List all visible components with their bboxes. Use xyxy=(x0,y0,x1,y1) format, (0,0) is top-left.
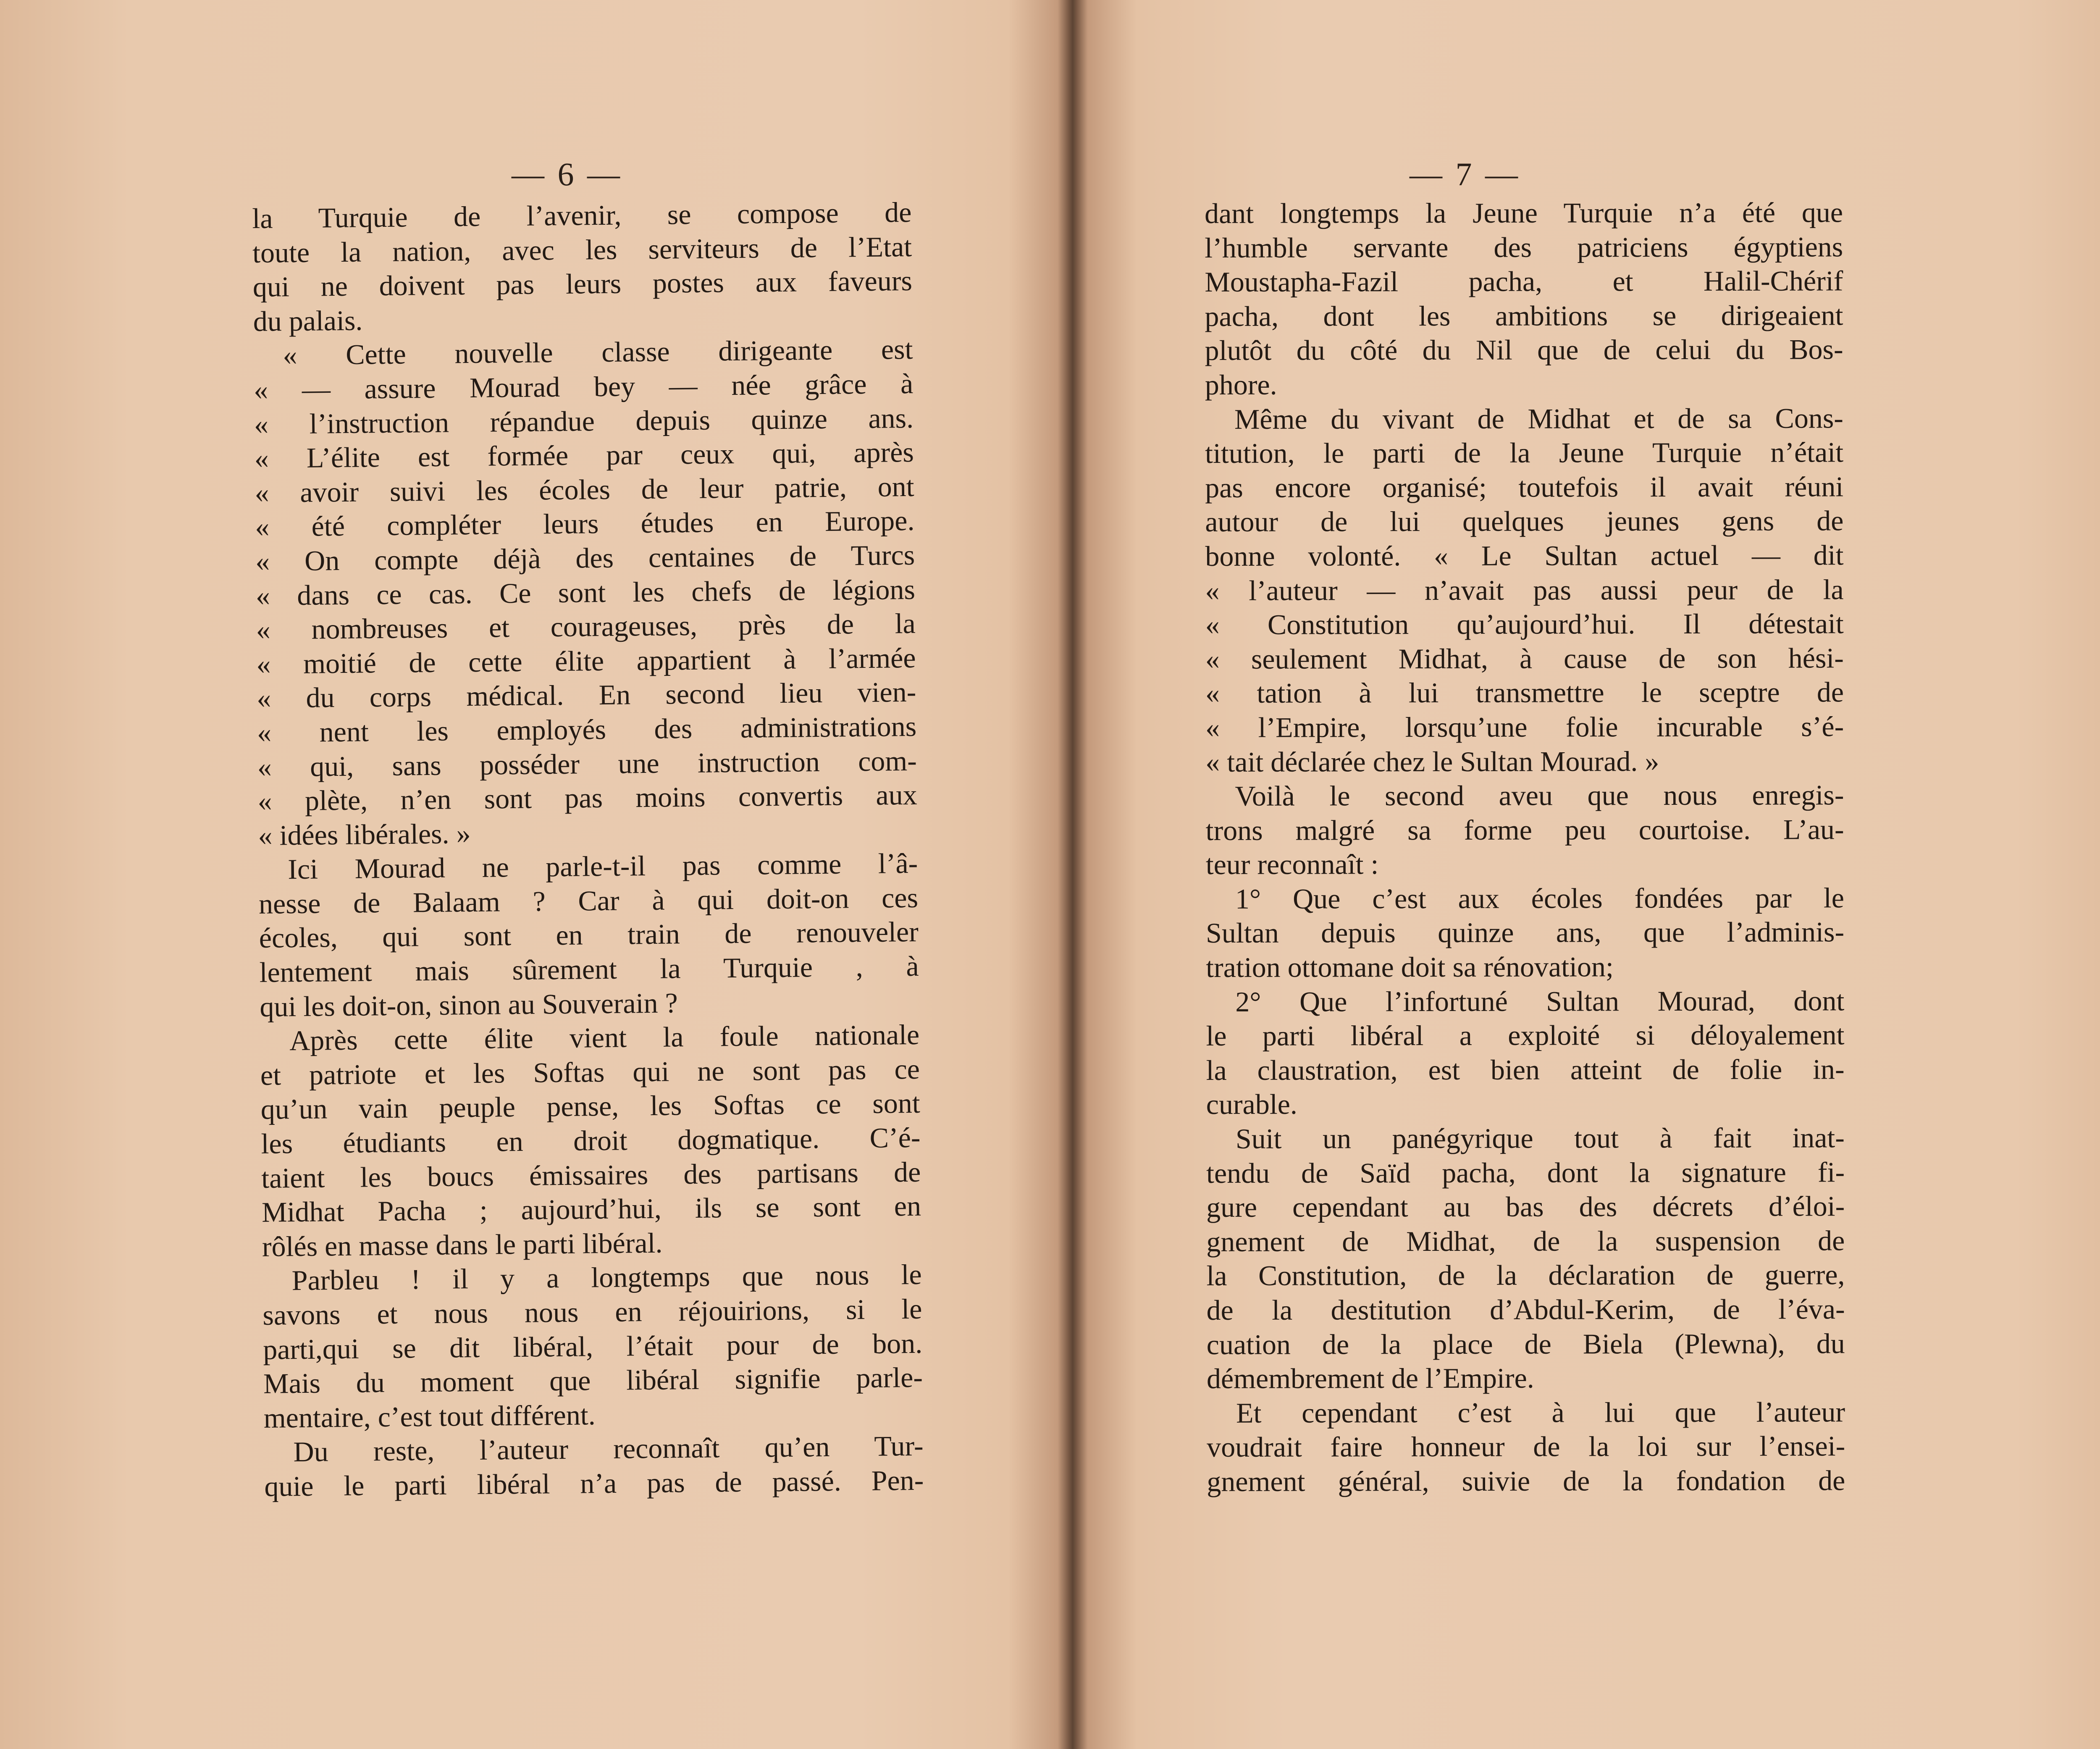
text-line: 1° Que c’est aux écoles fondées par le xyxy=(1235,882,1844,915)
text-line: Parbleu ! il y a longtemps que nous le xyxy=(291,1258,922,1297)
text-line: écoles, qui sont en train de renouveler xyxy=(259,916,919,954)
text-line: gnement de Midhat, de la suspension de xyxy=(1206,1224,1845,1258)
text-line: Après cette élite vient la foule nationale xyxy=(289,1019,920,1057)
text-line: la claustration, est bien atteint de folie in- xyxy=(1206,1053,1845,1086)
page-text xyxy=(1205,195,1845,1499)
text-line: les étudiants en droit dogmatique. C’é- xyxy=(261,1121,921,1160)
text-line: du palais. xyxy=(253,304,363,337)
text-line: « du corps médical. En second lieu vien- xyxy=(256,676,916,714)
text-line: « plète, n’en sont pas moins convertis aux xyxy=(257,778,917,817)
text-line: qui ne doivent pas leurs postes aux faveurs xyxy=(252,265,913,303)
page-number: — 6 — xyxy=(512,156,622,192)
text-line: Midhat Pacha ; aujourd’hui, ils se sont en xyxy=(261,1190,921,1229)
text-line: qu’un vain peuple pense, les Softas ce sont xyxy=(260,1087,921,1126)
text-line: la Constitution, de la déclaration de guerre, xyxy=(1206,1258,1845,1292)
text-line: Même du vivant de Midhat et de sa Cons- xyxy=(1234,402,1843,435)
text-line: quie le parti libéral n’a pas de passé. Pen- xyxy=(264,1464,924,1502)
text-line: « l’instruction répandue depuis quinze ans. xyxy=(254,402,914,440)
text-line: « — assure Mourad bey — née grâce à xyxy=(253,367,914,406)
text-line: titution, le parti de la Jeune Turquie n’était xyxy=(1205,436,1844,470)
text-line: l’humble servante des patriciens égyptiens xyxy=(1205,230,1843,264)
text-line: taient les boucs émissaires des partisans de xyxy=(261,1155,921,1194)
text-line: « idées libérales. » xyxy=(258,817,471,851)
text-line: Suit un panégyrique tout à fait inat- xyxy=(1235,1121,1845,1155)
text-line: tration ottomane doit sa rénovation; xyxy=(1206,951,1614,984)
text-line: Voilà le second aveu que nous enregis- xyxy=(1235,779,1844,812)
text-line: Sultan depuis quinze ans, que l’adminis- xyxy=(1205,916,1845,949)
text-line: plutôt du côté du Nil que de celui du Bos- xyxy=(1205,333,1843,367)
text-line: rôlés en masse dans le parti libéral. xyxy=(262,1226,663,1263)
text-line: Et cependant c’est à lui que l’auteur xyxy=(1236,1396,1845,1429)
text-line: « tation à lui transmettre le sceptre de xyxy=(1205,676,1844,709)
page-number: — 7 — xyxy=(1410,156,1520,192)
page-text xyxy=(252,195,924,1504)
text-line: curable. xyxy=(1206,1088,1297,1121)
text-line: « L’élite est formée par ceux qui, après xyxy=(254,436,914,475)
text-line: lentement mais sûrement la Turquie , à xyxy=(259,950,919,988)
text-line: « nent les employés des administrations xyxy=(257,710,917,748)
text-line: « Cette nouvelle classe dirigeante est xyxy=(283,333,913,371)
text-line: « tait déclarée chez le Sultan Mourad. » xyxy=(1205,745,1659,778)
text-line: bonne volonté. « Le Sultan actuel — dit xyxy=(1205,539,1844,572)
text-line: Du reste, l’auteur reconnaît qu’en Tur- xyxy=(293,1430,924,1468)
text-line: teur reconnaît : xyxy=(1205,848,1379,881)
text-line: Ici Mourad ne parle-t-il pas comme l’â- xyxy=(287,847,918,885)
text-line: « moitié de cette élite appartient à l’armée xyxy=(256,641,916,680)
text-line: Mais du moment que libéral signifie parle- xyxy=(263,1361,923,1400)
text-line: qui les doit-on, sinon au Souverain ? xyxy=(260,987,678,1023)
text-line: parti,qui se dit libéral, l’était pour de bon. xyxy=(262,1327,923,1366)
text-line: « On compte déjà des centaines de Turcs xyxy=(255,538,915,577)
text-line: le parti libéral a exploité si déloyalement xyxy=(1206,1019,1845,1052)
text-line: tendu de Saïd pacha, dont la signature fi- xyxy=(1206,1155,1845,1189)
text-line: et patriote et les Softas qui ne sont pas ce xyxy=(260,1053,920,1091)
text-line: gure cependant au bas des décrets d’éloi- xyxy=(1206,1190,1845,1224)
text-line: de la destitution d’Abdul-Kerim, de l’éva- xyxy=(1206,1293,1845,1326)
text-line: trons malgré sa forme peu courtoise. L’au- xyxy=(1205,813,1844,846)
text-line: gnement général, suivie de la fondation de xyxy=(1207,1464,1845,1497)
text-line: « avoir suivi les écoles de leur patrie, ont xyxy=(255,470,914,509)
text-line: phore. xyxy=(1205,368,1277,401)
text-line: la Turquie de l’avenir, se compose de xyxy=(252,196,912,234)
text-line: « l’auteur — n’avait pas aussi peur de la xyxy=(1205,573,1844,607)
text-line: cuation de la place de Biela (Plewna), du xyxy=(1206,1327,1845,1360)
text-line: « dans ce cas. Ce sont les chefs de légions xyxy=(255,573,916,612)
text-line: « été compléter leurs études en Europe. xyxy=(255,504,915,543)
text-line: voudrait faire honneur de la loi sur l’ensei- xyxy=(1207,1430,1845,1463)
text-line: « l’Empire, lorsqu’une folie incurable s’é- xyxy=(1205,710,1844,743)
text-line: démembrement de l’Empire. xyxy=(1206,1362,1534,1395)
text-line: autour de lui quelques jeunes gens de xyxy=(1205,504,1844,538)
text-line: mentaire, c’est tout différent. xyxy=(263,1399,596,1434)
text-line: « Constitution qu’aujourd’hui. Il détestait xyxy=(1205,607,1844,641)
text-line: Moustapha-Fazil pacha, et Halil-Chérif xyxy=(1205,265,1843,298)
text-line: pacha, dont les ambitions se dirigeaient xyxy=(1205,299,1843,332)
text-line: toute la nation, avec les serviteurs de l’Etat xyxy=(252,230,912,269)
text-line: 2° Que l’infortuné Sultan Mourad, dont xyxy=(1235,985,1845,1018)
text-line: pas encore organisé; toutefois il avait réuni xyxy=(1205,470,1844,504)
right-page xyxy=(1087,0,2100,1749)
text-line: « qui, sans posséder une instruction com- xyxy=(257,744,917,783)
text-line: « seulement Midhat, à cause de son hési- xyxy=(1205,642,1844,675)
text-line: dant longtemps la Jeune Turquie n’a été que xyxy=(1205,196,1843,229)
text-line: « nombreuses et courageuses, près de la xyxy=(256,607,916,646)
text-line: savons et nous nous en réjouirions, si le xyxy=(262,1292,922,1331)
text-line: nesse de Balaam ? Car à qui doit-on ces xyxy=(258,881,919,920)
